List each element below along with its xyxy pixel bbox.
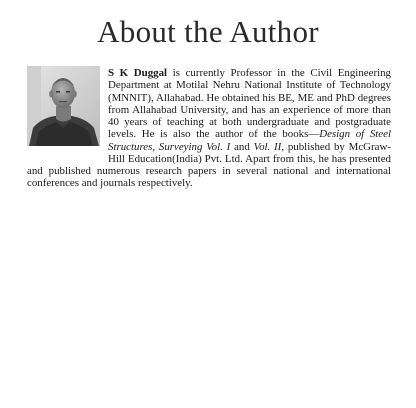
bio-text-1: is currently Professor in the Civil Engineering Department at Motilal Nehru National Institute of Technology (MNNIT), Allahabad. He obtained his BE, ME and PhD degrees from Allahabad University, and has an experience of more than 40 years of teaching at both undergraduate and postgraduate levels. He is also the author of the books— (108, 67, 391, 141)
bio-text-2: , published by McGraw-Hill Education(India) Pvt. Ltd. Apart from this, he has presented and published numerous research papers in several national and international conferences and journals respectively. (27, 140, 391, 190)
bio-text-and: and (230, 140, 254, 153)
page-title: About the Author (97, 14, 319, 49)
author-bio (27, 67, 391, 190)
book-title-1: Design of Steel Structures, Surveying Vol. I (108, 128, 391, 153)
author-name: S K Duggal (108, 67, 168, 79)
book-title-2: Vol. II (253, 140, 282, 153)
